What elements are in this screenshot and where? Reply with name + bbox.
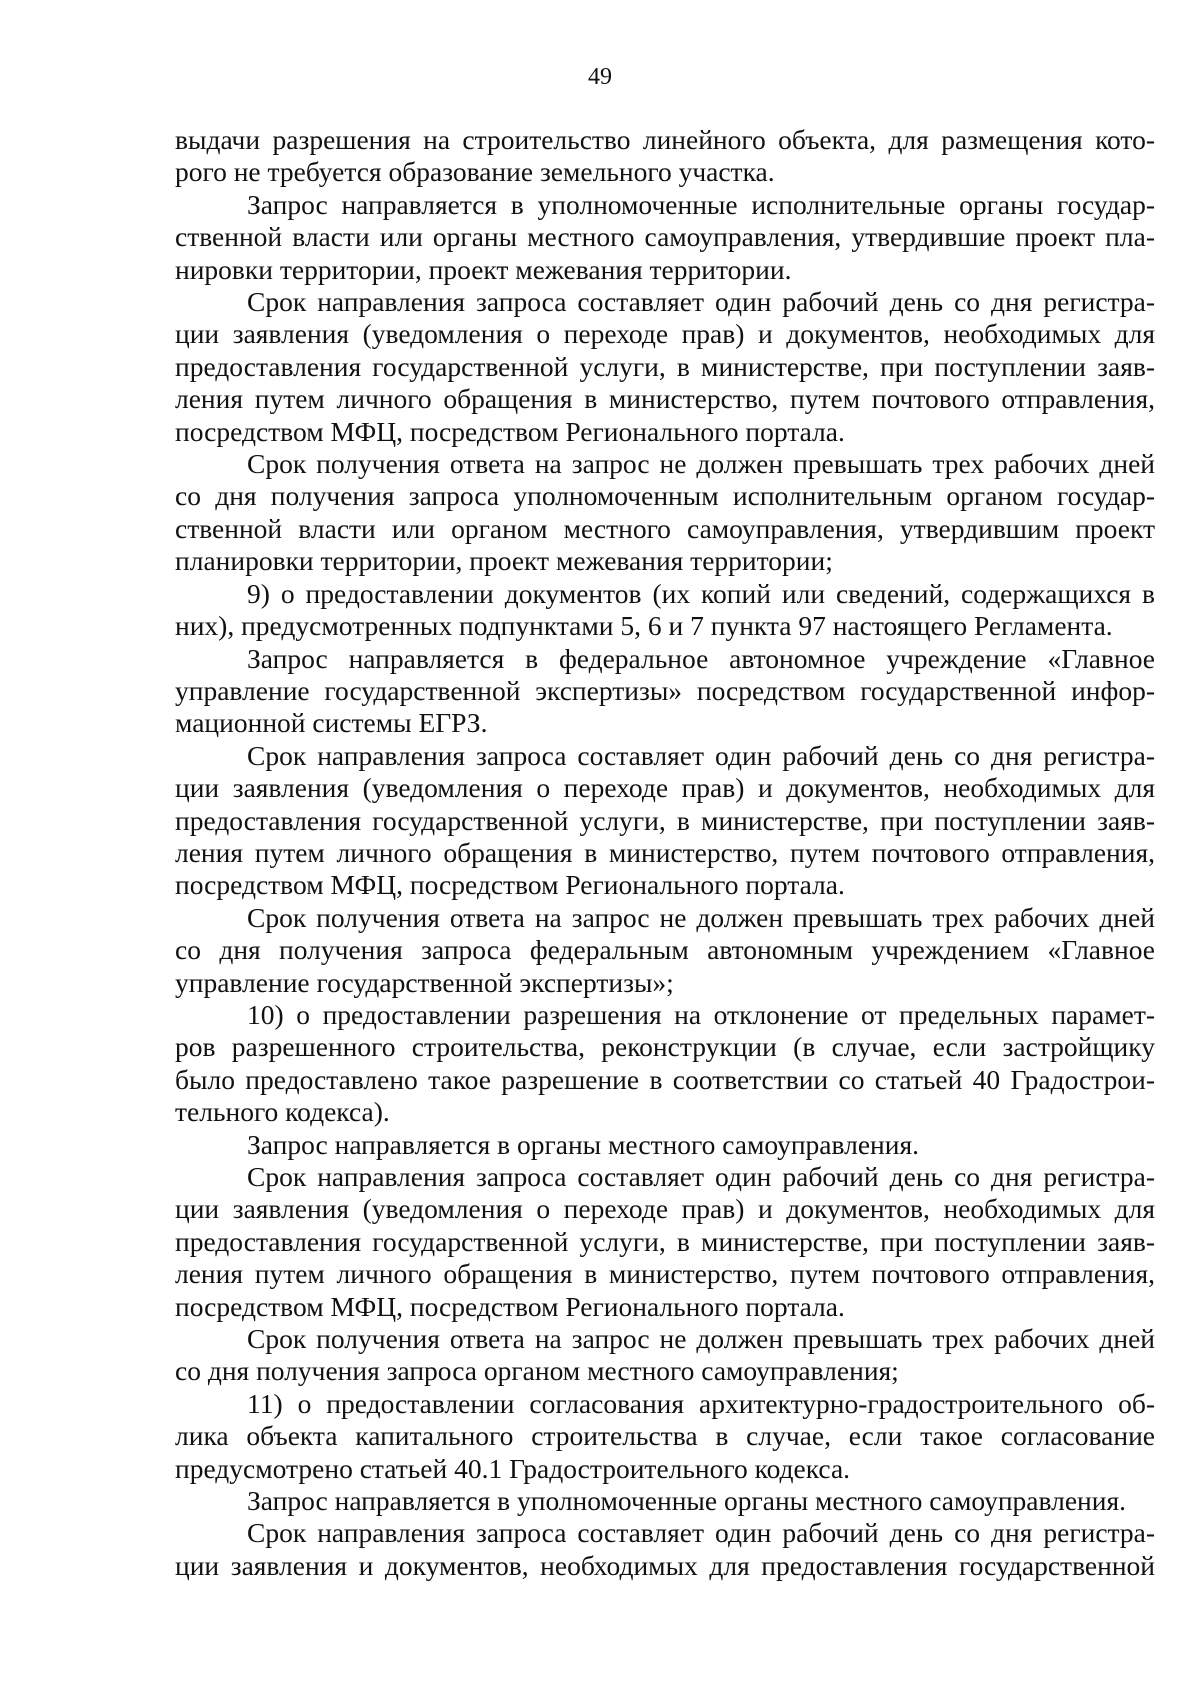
text-line: со дня получения запроса федеральным автономным учреждением «Главное bbox=[175, 934, 1155, 966]
paragraph bbox=[175, 578, 1155, 643]
text-line: 11) о предоставлении согласования архитектурно-градостроительного об- bbox=[247, 1387, 1155, 1419]
paragraph bbox=[175, 286, 1155, 448]
text-line: ров разрешенного строительства, реконструкции (в случае, если застройщику bbox=[175, 1031, 1155, 1063]
text-line: посредством МФЦ, посредством Регионального портала. bbox=[175, 869, 845, 901]
text-line: было предоставлено такое разрешение в соответствии со статьей 40 Градострои- bbox=[175, 1063, 1155, 1095]
text-line: Срок направления запроса составляет один рабочий день со дня регистра- bbox=[247, 1517, 1155, 1549]
text-line: управление государственной экспертизы»; bbox=[175, 966, 674, 998]
text-line: лика объекта капитального строительства в случае, если такое согласование bbox=[175, 1420, 1155, 1452]
text-line: посредством МФЦ, посредством Регионального портала. bbox=[175, 415, 845, 447]
text-line: ления путем личного обращения в министерство, путем почтового отправления, bbox=[175, 383, 1155, 415]
paragraph bbox=[175, 1485, 1155, 1517]
page-number: 49 bbox=[588, 64, 612, 90]
text-line: предоставления государственной услуги, в министерстве, при поступлении заяв- bbox=[175, 1225, 1155, 1257]
text-line: них), предусмотренных подпунктами 5, 6 и 7 пункта 97 настоящего Регламента. bbox=[175, 610, 1113, 642]
text-line: рого не требуется образование земельного участка. bbox=[175, 156, 775, 188]
paragraph bbox=[175, 1129, 1155, 1161]
text-line: ции заявления (уведомления о переходе прав) и документов, необходимых для bbox=[175, 318, 1155, 350]
text-line: предоставления государственной услуги, в министерстве, при поступлении заяв- bbox=[175, 804, 1155, 836]
paragraph bbox=[175, 124, 1155, 189]
text-line: ции заявления (уведомления о переходе прав) и документов, необходимых для bbox=[175, 772, 1155, 804]
text-line: выдачи разрешения на строительство линейного объекта, для размещения кото- bbox=[175, 124, 1155, 155]
paragraph bbox=[175, 1388, 1155, 1485]
text-line: планировки территории, проект межевания территории; bbox=[175, 545, 833, 577]
paragraph bbox=[175, 1323, 1155, 1388]
text-line: ления путем личного обращения в министерство, путем почтового отправления, bbox=[175, 836, 1155, 868]
text-line: ции заявления (уведомления о переходе прав) и документов, необходимых для bbox=[175, 1193, 1155, 1225]
text-line: нировки территории, проект межевания территории. bbox=[175, 253, 792, 285]
text-line: предусмотрено статьей 40.1 Градостроительного кодекса. bbox=[175, 1452, 851, 1484]
text-line: Срок направления запроса составляет один рабочий день со дня регистра- bbox=[247, 739, 1155, 771]
paragraph bbox=[175, 1517, 1155, 1582]
text-line: Срок получения ответа на запрос не должен превышать трех рабочих дней bbox=[247, 901, 1155, 933]
text-line: управление государственной экспертизы» посредством государственной инфор- bbox=[175, 674, 1155, 706]
text-line: Срок получения ответа на запрос не должен превышать трех рабочих дней bbox=[247, 1323, 1155, 1355]
text-line: Запрос направляется в федеральное автономное учреждение «Главное bbox=[247, 642, 1155, 674]
text-line: со дня получения запроса уполномоченным исполнительным органом государ- bbox=[175, 480, 1155, 512]
text-line: предоставления государственной услуги, в министерстве, при поступлении заяв- bbox=[175, 350, 1155, 382]
text-line: 10) о предоставлении разрешения на отклонение от предельных парамет- bbox=[247, 998, 1155, 1030]
text-line: Запрос направляется в органы местного самоуправления. bbox=[247, 1128, 920, 1160]
text-line: Срок получения ответа на запрос не должен превышать трех рабочих дней bbox=[247, 448, 1155, 480]
text-line: Срок направления запроса составляет один рабочий день со дня регистра- bbox=[247, 1161, 1155, 1192]
text-line: мационной системы ЕГРЗ. bbox=[175, 707, 488, 739]
text-line: со дня получения запроса органом местного самоуправления; bbox=[175, 1355, 899, 1387]
text-line: ления путем личного обращения в министерство, путем почтового отправления, bbox=[175, 1258, 1155, 1290]
paragraph bbox=[175, 999, 1155, 1129]
text-line: 9) о предоставлении документов (их копий или сведений, содержащихся в bbox=[247, 577, 1155, 609]
text-line: посредством МФЦ, посредством Регионального портала. bbox=[175, 1290, 845, 1322]
text-line: тельного кодекса). bbox=[175, 1096, 390, 1128]
paragraph bbox=[175, 740, 1155, 902]
text-line: Запрос направляется в уполномоченные исполнительные органы государ- bbox=[247, 188, 1155, 220]
text-line: ственной власти или органы местного самоуправления, утвердившие проект пла- bbox=[175, 221, 1155, 253]
text-line: Запрос направляется в уполномоченные органы местного самоуправления. bbox=[247, 1485, 1127, 1517]
paragraph bbox=[175, 902, 1155, 999]
paragraph bbox=[175, 189, 1155, 286]
text-line: Срок направления запроса составляет один рабочий день со дня регистра- bbox=[247, 286, 1155, 318]
document-body bbox=[175, 124, 1155, 1582]
paragraph bbox=[175, 448, 1155, 578]
paragraph bbox=[175, 1161, 1155, 1323]
text-line: ции заявления и документов, необходимых для предоставления государственной bbox=[175, 1549, 1155, 1581]
text-line: ственной власти или органом местного самоуправления, утвердившим проект bbox=[175, 512, 1155, 544]
paragraph bbox=[175, 643, 1155, 740]
